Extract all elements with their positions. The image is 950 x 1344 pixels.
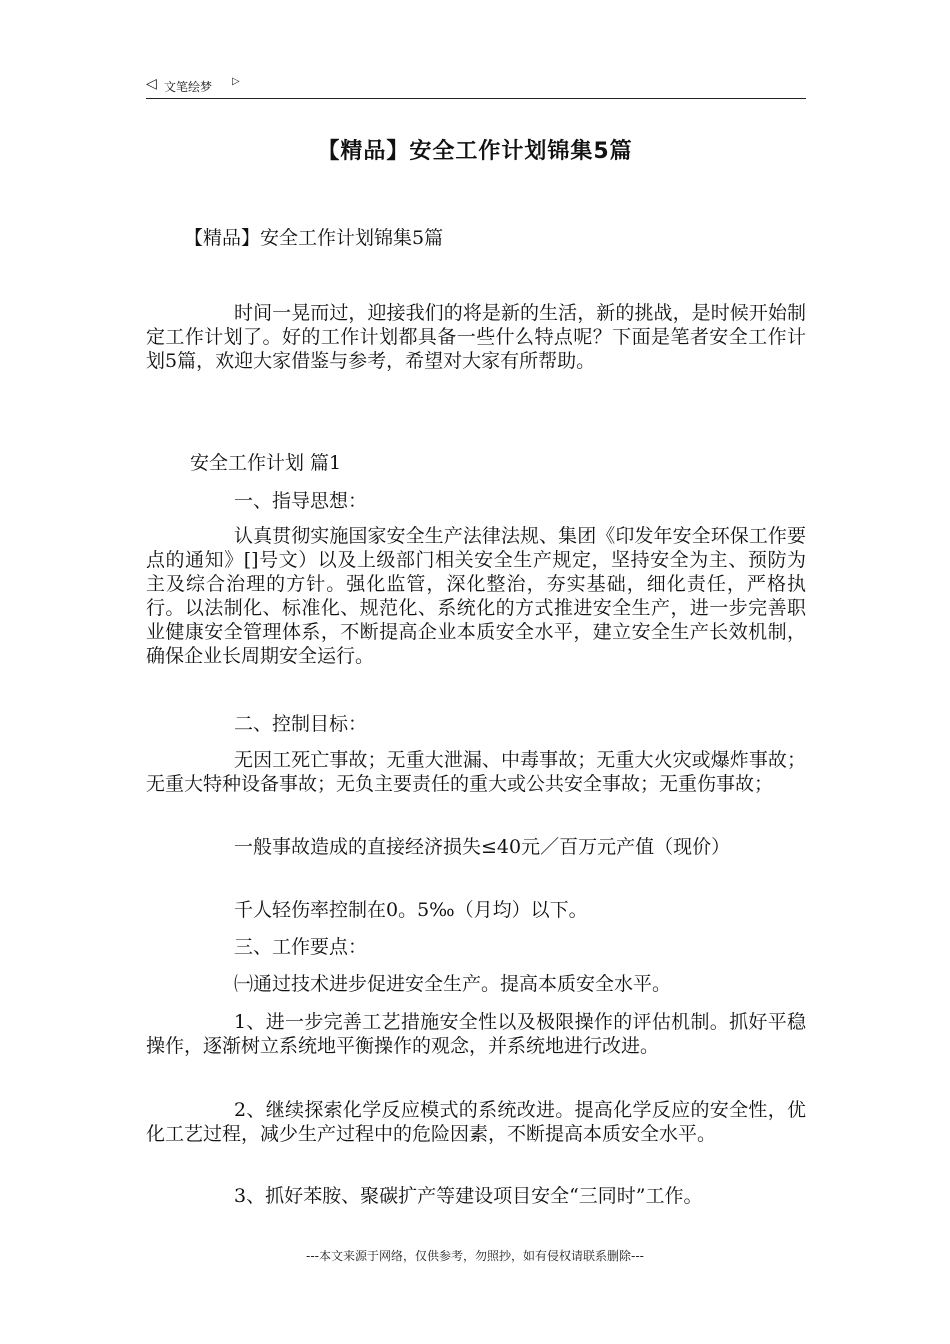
body-paragraph: 无因工死亡事故；无重大泄漏、中毒事故；无重大火灾或爆炸事故；无重大特种设备事故；无负主要责任的重大或公共安全事故；无重伤事故； [146, 749, 806, 795]
body-paragraph: ㈠通过技术进步促进安全生产。提高本质安全水平。 [234, 973, 672, 995]
page-footer: ---本文来源于网络，仅供参考，勿照抄，如有侵权请联系删除--- [306, 1249, 644, 1263]
header-brand: 文笔绘梦 [164, 80, 213, 94]
body-paragraph: 1、进一步完善工艺措施安全性以及极限操作的评估机制。抓好平稳操作，逐渐树立系统地平衡操作的观念，并系统地进行改进。 [146, 1011, 806, 1057]
subheading-work-points: 三、工作要点： [234, 936, 368, 958]
intro-paragraph: 时间一晃而过，迎接我们的将是新的生活，新的挑战，是时候开始制定工作计划了。好的工作计划都具备一些什么特点呢？下面是笔者安全工作计划5篇，欢迎大家借鉴与参考，希望对大家有所帮助。 [146, 302, 806, 372]
body-paragraph: 一般事故造成的直接经济损失≤40元／百万元产值（现价） [234, 836, 731, 858]
page-header [146, 74, 806, 99]
document-title: 【精品】安全工作计划锦集5篇 [317, 139, 633, 164]
section-heading: 安全工作计划 篇1 [190, 452, 342, 474]
body-paragraph: 认真贯彻实施国家安全生产法律法规、集团《印发年安全环保工作要点的通知》[]号文）以及上级部门相关安全生产规定，坚持安全为主、预防为主及综合治理的方针。强化监管，深化整治，夯实基础，细化责任，严格执行。以法制化、标准化、规范化、系统化的方式推进安全生产，进一步完善职业健康安全管理体系，不断提高企业本质安全水平，建立安全生产长效机制，确保企业长周期安全运行。 [146, 525, 806, 667]
right-triangle-icon: ▷ [232, 76, 240, 87]
body-paragraph: 千人轻伤率控制在0。5‰（月均）以下。 [234, 899, 588, 921]
body-paragraph: 3、抓好苯胺、聚碳扩产等建设项目安全“三同时”工作。 [234, 1185, 703, 1207]
subtitle-paragraph: 【精品】安全工作计划锦集5篇 [184, 227, 444, 249]
body-paragraph: 2、继续探索化学反应模式的系统改进。提高化学反应的安全性，优化工艺过程，减少生产过程中的危险因素，不断提高本质安全水平。 [146, 1099, 806, 1145]
subheading-control-targets: 二、控制目标： [234, 713, 368, 735]
subheading-guiding-ideology: 一、指导思想： [234, 490, 368, 512]
left-triangle-icon: ◁ [146, 76, 157, 92]
